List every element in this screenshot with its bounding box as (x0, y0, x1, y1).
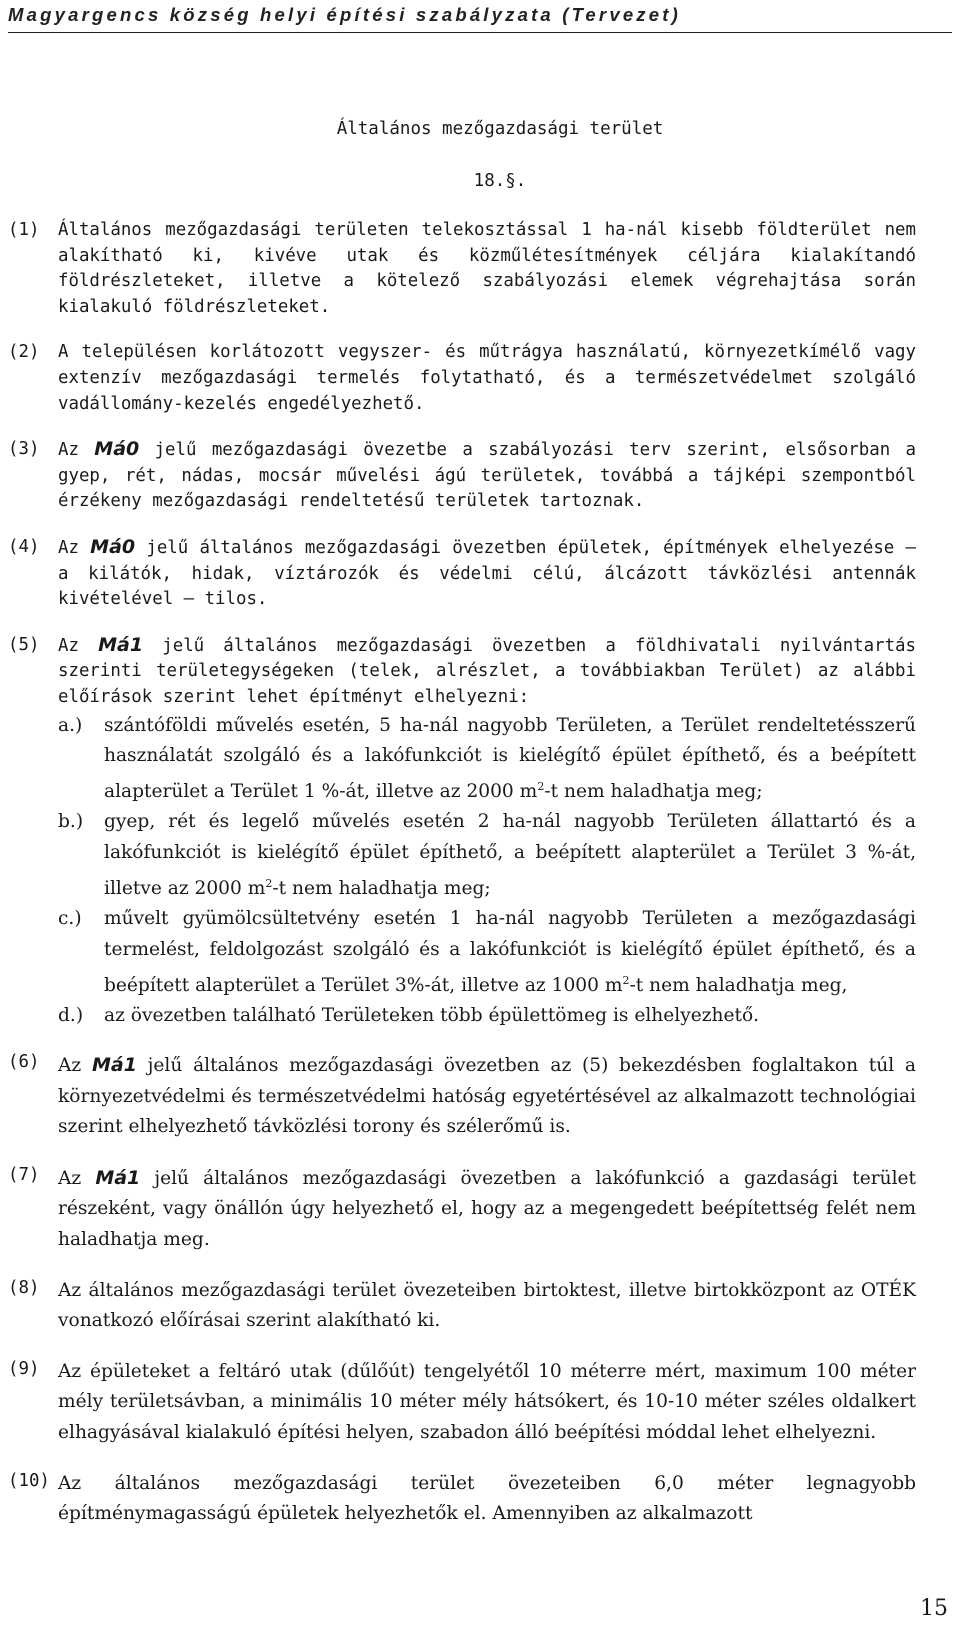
paragraph-text: Általános mezőgazdasági területen telekosztással 1 ha-nál kisebb földterület nem alakítható ki, kivéve utak és közműlétesítmények céljára kialakítandó földrészleteket, illetve a kötelező szabályozási elemek végrehajtása során kialakuló földrészleteket. (58, 220, 916, 317)
paragraph-number: (10) (8, 1470, 50, 1491)
paragraph-4 (8, 535, 916, 613)
item-text (104, 1001, 916, 1032)
item-text-part: az övezetben található Területeken több épülettömeg is elhelyezhető. (104, 1005, 760, 1027)
text-prefix: Az (58, 1167, 96, 1189)
section-title: Általános mezőgazdasági terület (336, 119, 664, 139)
item-label: a.) (58, 714, 83, 736)
item-text-part: -t nem haladhatja meg, (629, 974, 848, 996)
paragraph-text (58, 535, 916, 613)
text-prefix: Az (58, 537, 91, 558)
item-label: d.) (58, 1005, 84, 1027)
paragraph-number: (7) (8, 1164, 40, 1185)
zone-code: Má1 (98, 633, 144, 656)
zone-code: Má0 (90, 535, 136, 558)
zone-code: Má1 (95, 1166, 141, 1189)
paragraph-1 (8, 218, 916, 320)
paragraph-5 (8, 633, 916, 1032)
paragraph-10 (8, 1469, 916, 1530)
list-item-a (58, 711, 916, 808)
item-text-part: gyep, rét és legelő művelés esetén 2 ha-nál nagyobb Területen állattartó és a lakófunkciót is kielégítő épület építhető, a beépített alapterület a Terület 3 %-át, illetve az 2000 m (104, 811, 916, 899)
paragraph-text (58, 1163, 916, 1256)
item-text-part: -t nem haladhatja meg; (272, 877, 491, 899)
paragraph-9 (8, 1357, 916, 1449)
page-number: 15 (920, 1596, 948, 1621)
list-item-d (58, 1001, 916, 1032)
item-text-part: művelt gyümölcsültetvény esetén 1 ha-nál nagyobb Területen a mezőgazdasági termelést, feldolgozást szolgáló és a lakófunkciót is kielégítő épület építhető, és a beépített alapterület a Terület 3%-át, illetve az 1000 m (104, 908, 916, 996)
paragraph-number: (8) (8, 1277, 40, 1298)
item-text (104, 904, 916, 1001)
paragraph-8 (8, 1276, 916, 1337)
paragraph-2 (8, 340, 916, 417)
paragraph-text: Az épületeket a feltáró utak (dűlőút) tengelyétől 10 méterre mért, maximum 100 méter mély területsávban, a minimális 10 méter mély hátsókert, és 10-10 méter széles oldalkert elhagyásával kialakuló építési helyen, szabadon álló beépítési móddal lehet elhelyezni. (58, 1360, 916, 1443)
paragraph-text (58, 633, 916, 1032)
paragraph-number: (3) (8, 439, 40, 460)
running-header: Magyargencs község helyi építési szabályzata (Tervezet) (8, 2, 952, 33)
item-text-part: szántóföldi művelés esetén, 5 ha-nál nagyobb Területen, a Terület rendeltetésszerű használatát szolgáló és a lakófunkciót is kielégítő épület építhető, és a beépített alapterület a Terület 1 %-át, illetve az 2000 m (104, 714, 916, 802)
superscript: 2 (537, 779, 545, 793)
superscript: 2 (622, 973, 630, 987)
item-text-part: -t nem haladhatja meg; (544, 780, 763, 802)
item-text (104, 711, 916, 808)
paragraph-number: (9) (8, 1358, 40, 1379)
item-label: c.) (58, 908, 82, 930)
zone-code: Má1 (91, 1054, 137, 1076)
text-body: jelű általános mezőgazdasági övezetben a földhivatali nyilvántartás szerinti területegységeken (telek, alrészlet, a továbbiakban Terület) az alábbi előírások szerint lehet építményt elhelyezni: (58, 635, 916, 707)
text-body: jelű mezőgazdasági övezetbe a szabályozási terv szerint, elsősorban a gyep, rét, nádas, mocsár művelési ágú területek, továbbá a tájképi szempontból érzékeny mezőgazdasági rendeltetésű területek tartoznak. (58, 440, 917, 512)
paragraph-number: (1) (8, 220, 40, 240)
paragraph-text: Az általános mezőgazdasági terület övezeteiben birtoktest, illetve birtokközpont az OTÉK vonatkozó előírásai szerint alakítható ki. (58, 1279, 916, 1332)
paragraph-text (58, 1050, 916, 1143)
paragraph-text: Az általános mezőgazdasági terület övezeteiben 6,0 méter legnagyobb építménymagasságú épületek helyezhetők el. Amennyiben az alkalmazott (58, 1472, 916, 1525)
paragraph-6 (8, 1050, 916, 1143)
list-item-c (58, 904, 916, 1001)
item-label: b.) (58, 811, 84, 833)
document-body (8, 218, 916, 1550)
item-text (104, 807, 916, 904)
paragraph-7 (8, 1163, 916, 1256)
text-prefix: Az (58, 635, 99, 656)
item-list (58, 711, 916, 1033)
paragraph-3 (8, 437, 916, 515)
zone-code: Má0 (94, 438, 140, 461)
paragraph-text: A településen korlátozott vegyszer- és műtrágya használatú, környezetkímélő vagy extenzív mezőgazdasági termelés folytatható, és a természetvédelmet szolgáló vadállomány-kezelés engedélyezhető. (58, 342, 916, 414)
paragraph-number: (4) (8, 536, 40, 557)
superscript: 2 (265, 876, 273, 890)
paragraph-number: (6) (8, 1052, 40, 1072)
paragraph-number: (5) (8, 634, 40, 655)
text-prefix: Az (58, 1055, 92, 1076)
text-body: jelű általános mezőgazdasági övezetben a lakófunkció a gazdasági terület részeként, vagy önállón úgy helyezhető el, hogy az a megengedett beépítettség felét nem haladhatja meg. (58, 1167, 917, 1250)
paragraph-number: (2) (8, 342, 40, 363)
text-prefix: Az (58, 440, 95, 461)
section-number: 18.§. (473, 171, 527, 191)
text-body: jelű általános mezőgazdasági övezetben épületek, építmények elhelyezése – a kilátók, hidak, víztározók és védelmi célú, álcázott távközlési antennák kivételével – tilos. (58, 537, 916, 610)
list-item-b (58, 807, 916, 904)
text-body: jelű általános mezőgazdasági övezetben az (5) bekezdésben foglaltakon túl a környezetvédelmi és természetvédelmi hatóság egyetértésével az alkalmazott technológiai szerint elhelyezhető távközlési torony és szélerőmű is. (58, 1055, 917, 1138)
paragraph-text (58, 437, 916, 515)
